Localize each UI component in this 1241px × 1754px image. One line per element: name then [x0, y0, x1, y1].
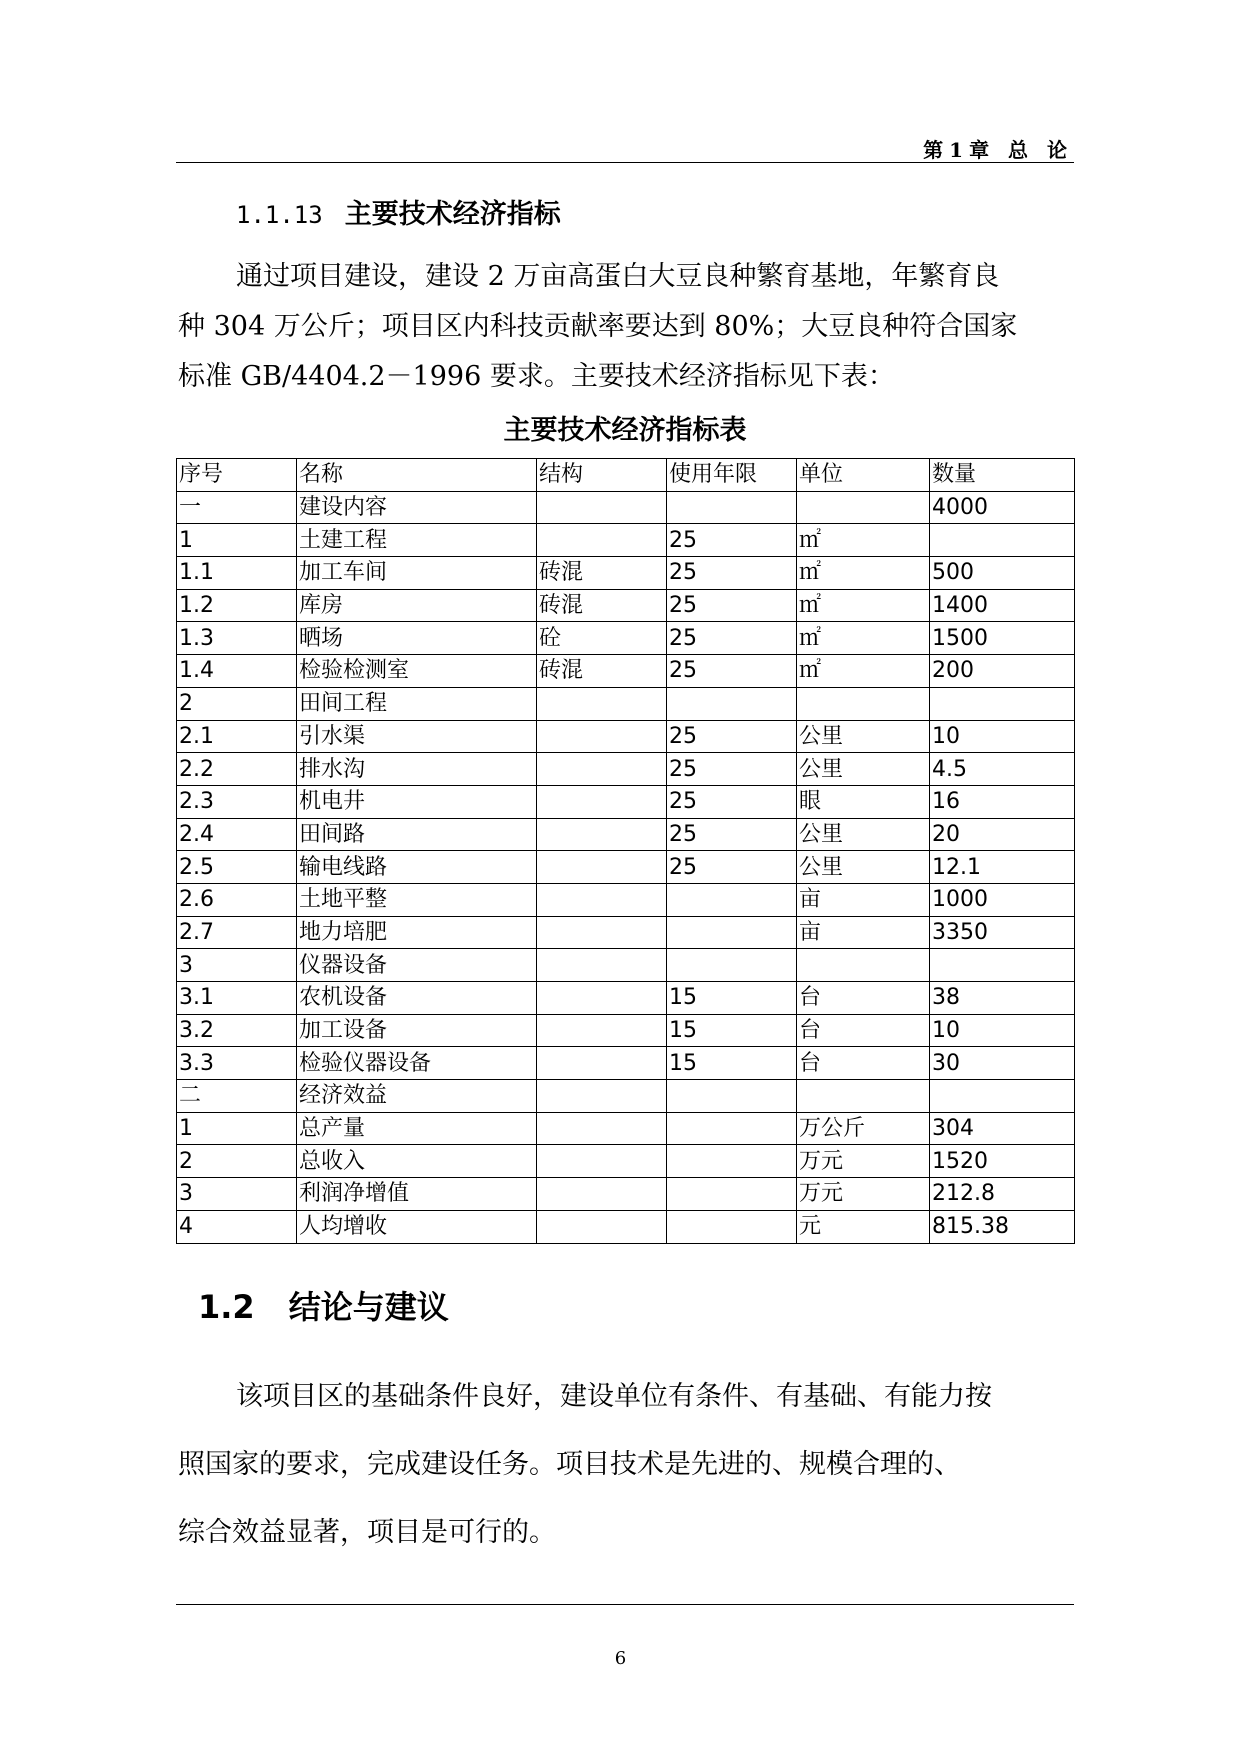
- table-cell: 元: [797, 1210, 930, 1243]
- table-cell: 25: [667, 524, 797, 557]
- table-cell: [667, 1080, 797, 1113]
- table-cell: 1000: [930, 883, 1075, 916]
- table-cell: 25: [667, 785, 797, 818]
- table-cell: 2.1: [177, 720, 297, 753]
- table-cell: [667, 1210, 797, 1243]
- table-cell: [537, 687, 667, 720]
- table-header-row: [177, 459, 1075, 492]
- table-cell: 815.38: [930, 1210, 1075, 1243]
- table-cell: 总收入: [297, 1145, 537, 1178]
- table-cell: [667, 491, 797, 524]
- table-cell: 25: [667, 818, 797, 851]
- table-cell: 亩: [797, 883, 930, 916]
- table-row: [177, 1145, 1075, 1178]
- table-cell: 15: [667, 982, 797, 1015]
- table-cell: [537, 720, 667, 753]
- table-cell: 台: [797, 982, 930, 1015]
- table-cell: 二: [177, 1080, 297, 1113]
- table-cell: 土建工程: [297, 524, 537, 557]
- paragraph-line: 标准 GB/4404.2－1996 要求。主要技术经济指标见下表：: [178, 361, 895, 392]
- table-cell: 15: [667, 1047, 797, 1080]
- table-cell: 1400: [930, 589, 1075, 622]
- table-cell: 输电线路: [297, 851, 537, 884]
- table-cell: 3.2: [177, 1014, 297, 1047]
- table-cell: 库房: [297, 589, 537, 622]
- table-cell: 2.3: [177, 785, 297, 818]
- table-cell: 台: [797, 1014, 930, 1047]
- table-cell: 2.7: [177, 916, 297, 949]
- table-row: [177, 491, 1075, 524]
- table-cell: 1.2: [177, 589, 297, 622]
- table-cell: 机电井: [297, 785, 537, 818]
- table-cell: ㎡: [797, 622, 930, 655]
- section-number: 1.2: [198, 1288, 255, 1326]
- table-cell: 田间路: [297, 818, 537, 851]
- table-cell: [537, 785, 667, 818]
- section-title: 主要技术经济指标: [344, 199, 561, 230]
- table-cell: 1: [177, 1112, 297, 1145]
- table-cell: 1520: [930, 1145, 1075, 1178]
- table-cell: [537, 491, 667, 524]
- table-cell: 25: [667, 720, 797, 753]
- table-row: [177, 753, 1075, 786]
- table-cell: [537, 1210, 667, 1243]
- table-cell: [537, 949, 667, 982]
- table-cell: [537, 1080, 667, 1113]
- table-cell: 晒场: [297, 622, 537, 655]
- table-cell: [537, 753, 667, 786]
- table-cell: [537, 1178, 667, 1211]
- table-cell: 万公斤: [797, 1112, 930, 1145]
- table-cell: [930, 949, 1075, 982]
- footer-rule: [176, 1604, 1074, 1605]
- table-cell: [667, 883, 797, 916]
- table-row: [177, 1210, 1075, 1243]
- metrics-table: [176, 458, 1075, 1244]
- table-cell: [797, 687, 930, 720]
- table-cell: ㎡: [797, 589, 930, 622]
- table-cell: 25: [667, 622, 797, 655]
- table-cell: ㎡: [797, 655, 930, 688]
- section-title: 结论与建议: [288, 1288, 449, 1326]
- table-cell: 名称: [297, 459, 537, 492]
- table-cell: 砖混: [537, 655, 667, 688]
- table-cell: 15: [667, 1014, 797, 1047]
- table-cell: 利润净增值: [297, 1178, 537, 1211]
- table-cell: 3350: [930, 916, 1075, 949]
- table-cell: [667, 916, 797, 949]
- table-cell: [667, 1112, 797, 1145]
- table-cell: 公里: [797, 720, 930, 753]
- paragraph-line: 通过项目建设，建设 2 万亩高蛋白大豆良种繁育基地，年繁育良: [236, 261, 1000, 292]
- table-cell: [537, 1112, 667, 1145]
- table-row: [177, 1112, 1075, 1145]
- table-cell: 16: [930, 785, 1075, 818]
- table-row: [177, 818, 1075, 851]
- table-cell: 4.5: [930, 753, 1075, 786]
- table-cell: 1: [177, 524, 297, 557]
- table-cell: [930, 1080, 1075, 1113]
- table-cell: 3: [177, 1178, 297, 1211]
- table-cell: 10: [930, 1014, 1075, 1047]
- table-cell: [667, 687, 797, 720]
- table-cell: 人均增收: [297, 1210, 537, 1243]
- paragraph-line: 种 304 万公斤；项目区内科技贡献率要达到 80%；大豆良种符合国家: [178, 311, 1018, 342]
- table-cell: 万元: [797, 1178, 930, 1211]
- table-cell: [930, 524, 1075, 557]
- paragraph-line: 该项目区的基础条件良好，建设单位有条件、有基础、有能力按: [236, 1381, 992, 1412]
- table-cell: 砼: [537, 622, 667, 655]
- table-row: [177, 982, 1075, 1015]
- paragraph-line: 照国家的要求，完成建设任务。项目技术是先进的、规模合理的、: [178, 1449, 961, 1480]
- table-row: [177, 622, 1075, 655]
- table-cell: 单位: [797, 459, 930, 492]
- table-cell: 12.1: [930, 851, 1075, 884]
- table-cell: 田间工程: [297, 687, 537, 720]
- table-row: [177, 687, 1075, 720]
- table-cell: 亩: [797, 916, 930, 949]
- table-cell: 2.5: [177, 851, 297, 884]
- table-cell: 加工车间: [297, 557, 537, 590]
- table-cell: 200: [930, 655, 1075, 688]
- table-cell: 25: [667, 557, 797, 590]
- table-cell: 500: [930, 557, 1075, 590]
- table-row: [177, 883, 1075, 916]
- table-cell: 30: [930, 1047, 1075, 1080]
- table-row: [177, 1080, 1075, 1113]
- table-row: [177, 1014, 1075, 1047]
- table-cell: 总产量: [297, 1112, 537, 1145]
- table-cell: 检验检测室: [297, 655, 537, 688]
- table-title: 主要技术经济指标表: [503, 415, 747, 446]
- table-cell: 经济效益: [297, 1080, 537, 1113]
- table-cell: 公里: [797, 753, 930, 786]
- table-cell: 砖混: [537, 589, 667, 622]
- table-row: [177, 524, 1075, 557]
- table-cell: 1.3: [177, 622, 297, 655]
- table-cell: 4000: [930, 491, 1075, 524]
- page-number: 6: [614, 1648, 627, 1669]
- table-cell: 眼: [797, 785, 930, 818]
- table-row: [177, 589, 1075, 622]
- table-cell: 2.4: [177, 818, 297, 851]
- running-header: 第1章 总 论: [923, 138, 1073, 162]
- table-cell: 数量: [930, 459, 1075, 492]
- table-cell: [537, 982, 667, 1015]
- table-cell: 2: [177, 687, 297, 720]
- section-heading-1-2: [198, 1282, 449, 1328]
- table-cell: 3.3: [177, 1047, 297, 1080]
- table-cell: 土地平整: [297, 883, 537, 916]
- table-cell: ㎡: [797, 557, 930, 590]
- table-cell: 212.8: [930, 1178, 1075, 1211]
- table-row: [177, 916, 1075, 949]
- table-cell: 农机设备: [297, 982, 537, 1015]
- table-cell: 结构: [537, 459, 667, 492]
- table-cell: [537, 524, 667, 557]
- table-cell: [537, 883, 667, 916]
- table-cell: 1.1: [177, 557, 297, 590]
- table-cell: 使用年限: [667, 459, 797, 492]
- table-cell: 304: [930, 1112, 1075, 1145]
- section-heading-1-1-13: [236, 192, 561, 231]
- table-cell: [537, 818, 667, 851]
- table-row: [177, 720, 1075, 753]
- table-cell: 地力培肥: [297, 916, 537, 949]
- table-cell: 引水渠: [297, 720, 537, 753]
- table-cell: [930, 687, 1075, 720]
- table-cell: 38: [930, 982, 1075, 1015]
- table-cell: 排水沟: [297, 753, 537, 786]
- table-cell: [667, 1178, 797, 1211]
- table-cell: 20: [930, 818, 1075, 851]
- paragraph-line: 综合效益显著，项目是可行的。: [178, 1517, 556, 1548]
- table-cell: [537, 851, 667, 884]
- table-cell: [797, 1080, 930, 1113]
- table-row: [177, 949, 1075, 982]
- table-cell: 25: [667, 655, 797, 688]
- table-cell: 一: [177, 491, 297, 524]
- table-cell: [537, 916, 667, 949]
- table-cell: 1500: [930, 622, 1075, 655]
- table-cell: 3: [177, 949, 297, 982]
- table-cell: 公里: [797, 818, 930, 851]
- table-row: [177, 1178, 1075, 1211]
- table-cell: 砖混: [537, 557, 667, 590]
- table-cell: [667, 1145, 797, 1178]
- table-cell: 3.1: [177, 982, 297, 1015]
- table-cell: 25: [667, 589, 797, 622]
- table-cell: [537, 1014, 667, 1047]
- table-cell: ㎡: [797, 524, 930, 557]
- table-cell: 台: [797, 1047, 930, 1080]
- table-cell: 仪器设备: [297, 949, 537, 982]
- table-cell: [797, 491, 930, 524]
- table-cell: 25: [667, 753, 797, 786]
- table-row: [177, 785, 1075, 818]
- table-cell: 25: [667, 851, 797, 884]
- table-cell: 公里: [797, 851, 930, 884]
- header-rule: [176, 162, 1074, 163]
- table-cell: 2.2: [177, 753, 297, 786]
- table-cell: [797, 949, 930, 982]
- table-cell: 2: [177, 1145, 297, 1178]
- table-cell: 万元: [797, 1145, 930, 1178]
- table-cell: 2.6: [177, 883, 297, 916]
- table-cell: 4: [177, 1210, 297, 1243]
- table-row: [177, 655, 1075, 688]
- table-cell: 检验仪器设备: [297, 1047, 537, 1080]
- table-row: [177, 557, 1075, 590]
- table-cell: [537, 1047, 667, 1080]
- table-cell: 10: [930, 720, 1075, 753]
- table-cell: 序号: [177, 459, 297, 492]
- table-cell: 建设内容: [297, 491, 537, 524]
- table-cell: 1.4: [177, 655, 297, 688]
- section-number: 1.1.13: [236, 201, 323, 229]
- table-row: [177, 1047, 1075, 1080]
- table-row: [177, 851, 1075, 884]
- table-cell: [667, 949, 797, 982]
- table-cell: 加工设备: [297, 1014, 537, 1047]
- table-cell: [537, 1145, 667, 1178]
